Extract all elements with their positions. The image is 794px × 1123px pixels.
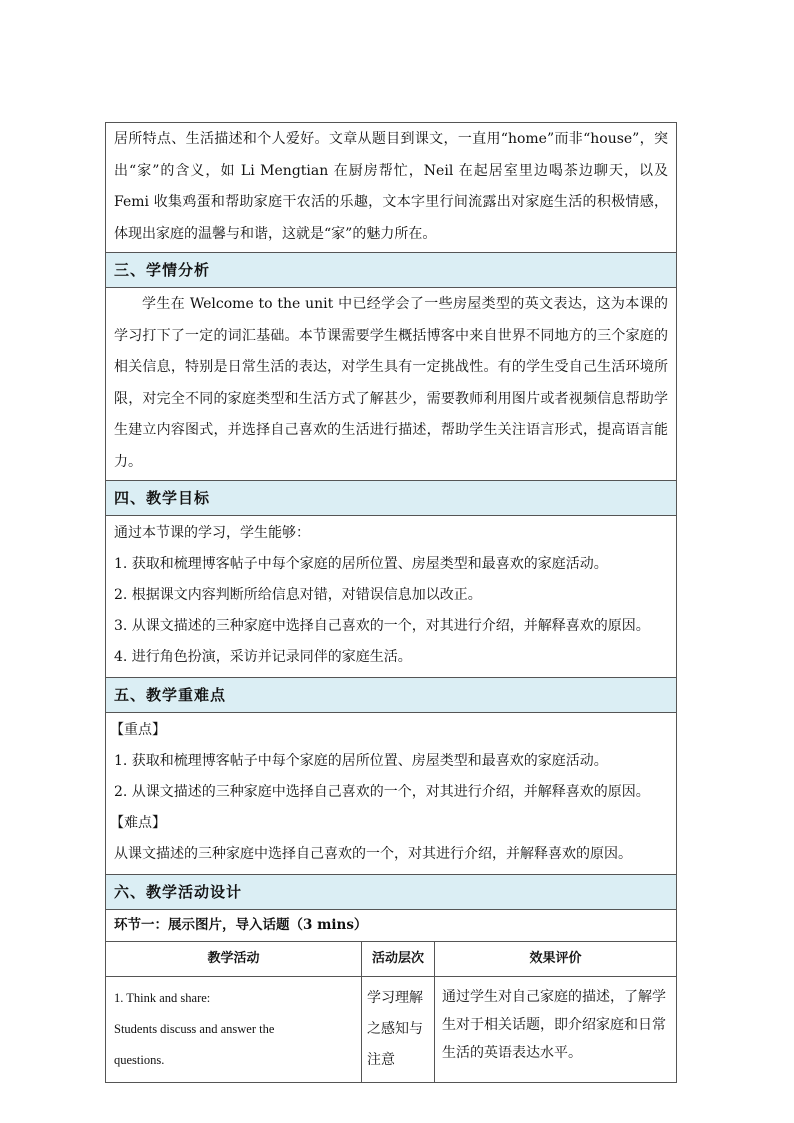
- key-item: 2. 从课文描述的三种家庭中选择自己喜欢的一个，对其进行介绍，并解释喜欢的原因。: [114, 784, 650, 800]
- objective-item: 4. 进行角色扮演，采访并记录同伴的家庭生活。: [114, 649, 412, 665]
- level-cell: 学习理解之感知与注意: [362, 977, 435, 1083]
- activity-table: [105, 941, 677, 1083]
- activity-line: Students discuss and answer the: [114, 1022, 275, 1036]
- table-row: [106, 977, 677, 1083]
- intro-paragraph: 居所特点、生活描述和个人爱好。文章从题目到课文，一直用“home”而非“house”，突出“家”的含义，如 Li Mengtian 在厨房帮忙，Neil 在起居室里边喝茶边聊天，以及 Femi 收集鸡蛋和帮助家庭干农活的乐趣，文本字里行间流露出对家庭生活的积极情感，体现出家庭的温馨与和谐，这就是“家”的魅力所在。: [106, 123, 676, 253]
- objectives-lead: 通过本节课的学习，学生能够：: [114, 525, 310, 541]
- section-heading-student-analysis: 三、学情分析: [106, 253, 676, 288]
- difficult-text: 从课文描述的三种家庭中选择自己喜欢的一个，对其进行介绍，并解释喜欢的原因。: [114, 846, 632, 862]
- difficult-label: 【难点】: [110, 815, 166, 831]
- student-analysis-paragraph: 学生在 Welcome to the unit 中已经学会了一些房屋类型的英文表达，这为本课的学习打下了一定的词汇基础。本节课需要学生概括博客中来自世界不同地方的三个家庭的相关信息，特别是日常生活的表达，对学生具有一定挑战性。有的学生受自己生活环境所限，对完全不同的家庭类型和生活方式了解甚少，需要教师利用图片或者视频信息帮助学生建立内容图式，并选择自己喜欢的生活进行描述，帮助学生关注语言形式，提高语言能力。: [106, 288, 676, 481]
- activity-table-wrap: [106, 941, 676, 1083]
- lesson-plan-page: [105, 122, 677, 1083]
- key-item: 1. 获取和梳理博客帖子中每个家庭的居所位置、房屋类型和最喜欢的家庭活动。: [114, 753, 608, 769]
- key-points-block: [106, 713, 676, 875]
- lesson-plan-table: [105, 122, 677, 1083]
- evaluation-cell: 通过学生对自己家庭的描述，了解学生对于相关话题，即介绍家庭和日常生活的英语表达水平。: [435, 977, 677, 1083]
- activity-cell: [106, 977, 362, 1083]
- header-activity: 教学活动: [106, 942, 362, 977]
- stage-one-title: 环节一：展示图片，导入话题（3 mins）: [106, 910, 676, 942]
- objective-item: 3. 从课文描述的三种家庭中选择自己喜欢的一个，对其进行介绍，并解释喜欢的原因。: [114, 618, 650, 634]
- key-label: 【重点】: [110, 722, 166, 738]
- header-level: 活动层次: [362, 942, 435, 977]
- objective-item: 2. 根据课文内容判断所给信息对错，对错误信息加以改正。: [114, 587, 482, 603]
- objective-item: 1. 获取和梳理博客帖子中每个家庭的居所位置、房屋类型和最喜欢的家庭活动。: [114, 556, 608, 572]
- section-heading-activity-design: 六、教学活动设计: [106, 875, 676, 910]
- section-heading-objectives: 四、教学目标: [106, 481, 676, 516]
- header-evaluation: 效果评价: [435, 942, 677, 977]
- objectives-block: [106, 516, 676, 678]
- activity-table-header: [106, 942, 677, 977]
- activity-line: questions.: [114, 1053, 165, 1067]
- section-heading-key-points: 五、教学重难点: [106, 678, 676, 713]
- activity-line: 1. Think and share:: [114, 991, 211, 1005]
